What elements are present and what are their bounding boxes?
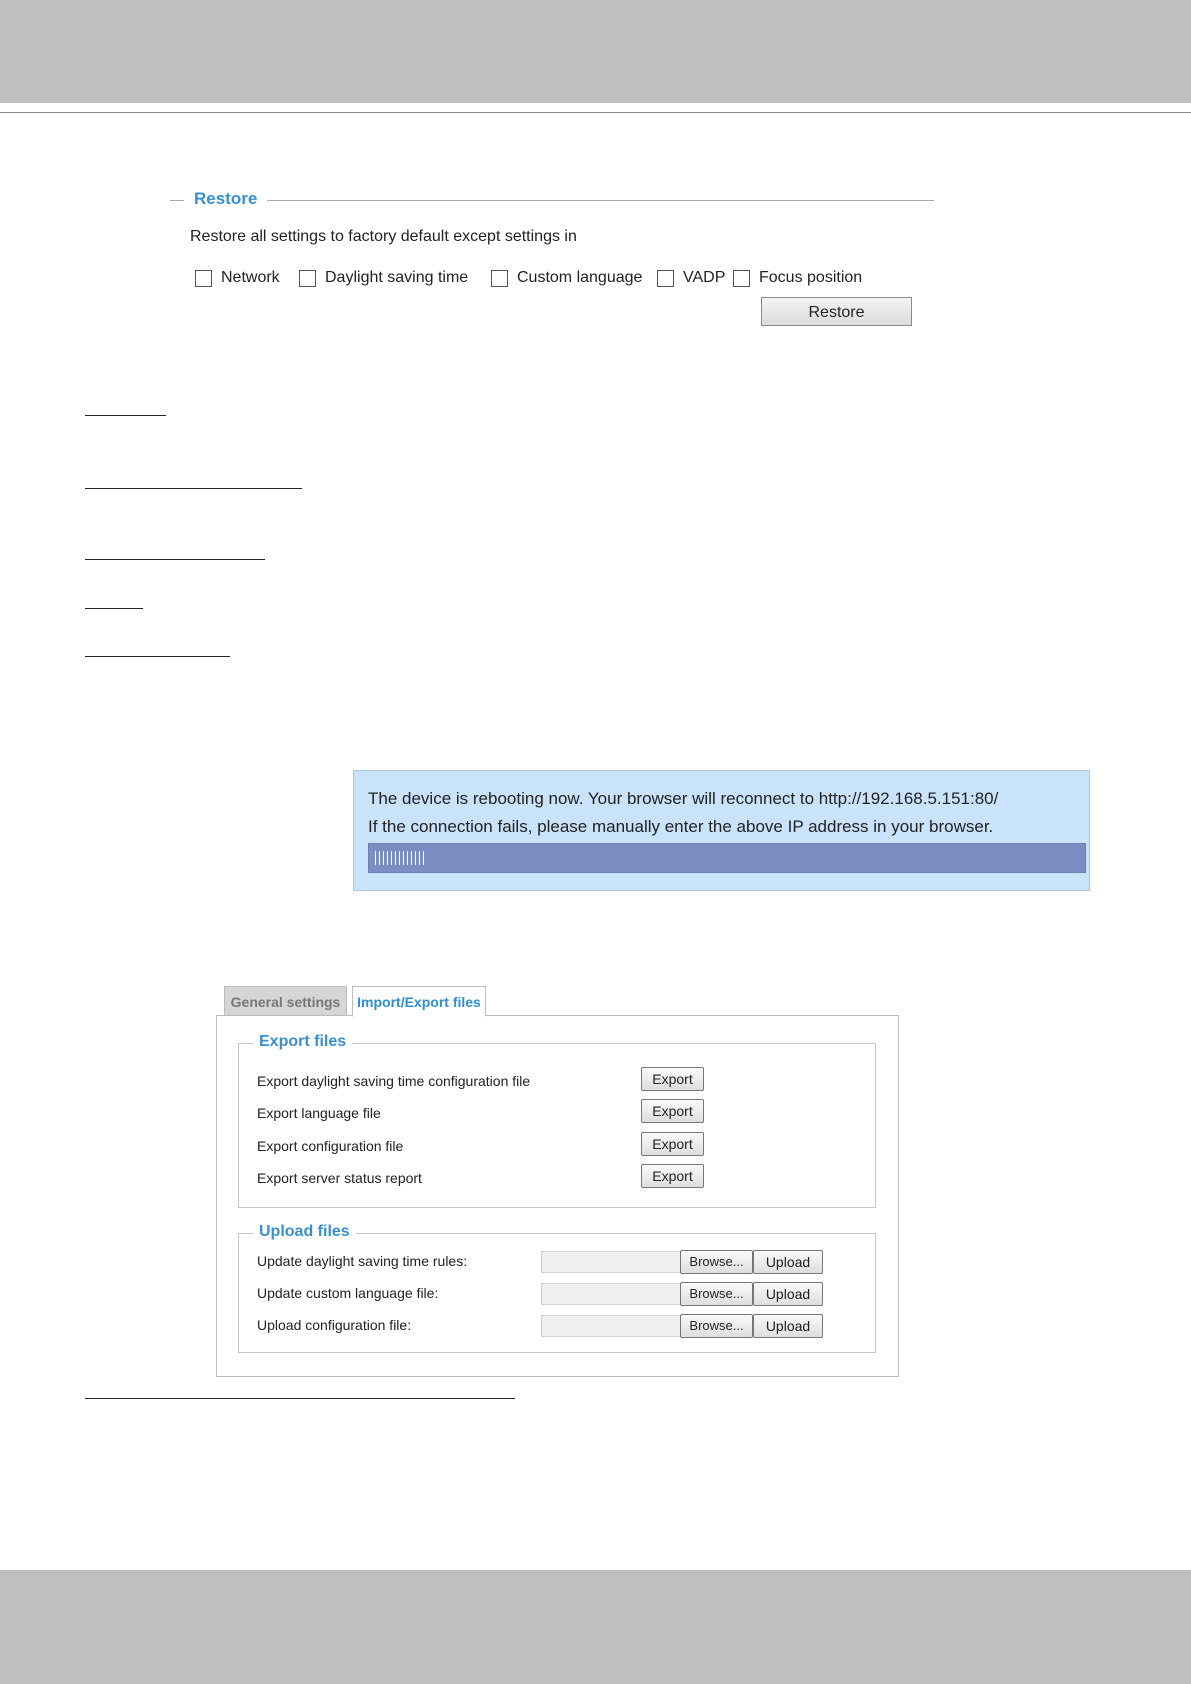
- underline-placeholder: [85, 488, 302, 489]
- reboot-notice: [353, 770, 1090, 891]
- restore-options: [195, 267, 862, 289]
- upload-files-fieldset: [238, 1223, 876, 1353]
- reboot-progress-bar: [368, 843, 1086, 873]
- upload-files-legend: Upload files: [253, 1223, 356, 1241]
- export-row-label: Export language file: [257, 1105, 381, 1121]
- option-label: Network: [221, 269, 280, 286]
- custom-language-file-input[interactable]: [541, 1283, 681, 1305]
- option-network[interactable]: [195, 269, 299, 287]
- option-daylight-saving-time[interactable]: [299, 269, 491, 287]
- export-row-label: Export daylight saving time configuration file: [257, 1073, 531, 1089]
- tab-general-settings[interactable]: General settings: [224, 986, 347, 1016]
- restore-button[interactable]: Restore: [761, 297, 912, 326]
- underline-placeholder: [85, 608, 143, 609]
- legend-rule-left: [170, 200, 184, 201]
- option-vadp[interactable]: [657, 269, 733, 287]
- page-footer-band: [0, 1570, 1191, 1684]
- underline-placeholder: [85, 559, 265, 560]
- option-focus-position[interactable]: [733, 269, 862, 287]
- underline-placeholder: [85, 415, 166, 416]
- progress-fill: [375, 851, 424, 865]
- export-row-label: Export server status report: [257, 1170, 422, 1186]
- checkbox[interactable]: [195, 270, 212, 287]
- restore-description: Restore all settings to factory default except settings in: [190, 228, 577, 245]
- upload-button[interactable]: Upload: [753, 1282, 823, 1306]
- export-language-button[interactable]: Export: [641, 1099, 704, 1123]
- upload-row-label: Update custom language file:: [257, 1285, 439, 1301]
- export-status-report-button[interactable]: Export: [641, 1164, 704, 1188]
- export-configuration-button[interactable]: Export: [641, 1132, 704, 1156]
- export-files-fieldset: [238, 1033, 876, 1208]
- restore-fieldset: [170, 186, 934, 326]
- underline-placeholder: [85, 1398, 515, 1399]
- option-custom-language[interactable]: [491, 269, 657, 287]
- option-label: Custom language: [517, 269, 643, 286]
- reboot-message: The device is rebooting now. Your browser will reconnect to http://192.168.5.151:80/: [368, 789, 999, 808]
- configuration-file-input[interactable]: [541, 1315, 681, 1337]
- upload-row-label: Update daylight saving time rules:: [257, 1253, 468, 1269]
- underline-placeholder: [85, 656, 230, 657]
- page-header-band: [0, 0, 1191, 103]
- browse-button[interactable]: Browse...: [680, 1282, 753, 1306]
- checkbox[interactable]: [299, 270, 316, 287]
- legend-rule-right: [267, 200, 934, 201]
- upload-button[interactable]: Upload: [753, 1314, 823, 1338]
- browse-button[interactable]: Browse...: [680, 1250, 753, 1274]
- option-label: Daylight saving time: [325, 269, 469, 286]
- upload-row-label: Upload configuration file:: [257, 1317, 412, 1333]
- tab-import-export-files[interactable]: Import/Export files: [352, 986, 486, 1017]
- checkbox[interactable]: [491, 270, 508, 287]
- dst-rules-file-input[interactable]: [541, 1251, 681, 1273]
- browse-button[interactable]: Browse...: [680, 1314, 753, 1338]
- option-label: Focus position: [759, 269, 863, 286]
- export-files-legend: Export files: [253, 1033, 352, 1051]
- option-label: VADP: [683, 269, 726, 286]
- upload-button[interactable]: Upload: [753, 1250, 823, 1274]
- reboot-hint: If the connection fails, please manually enter the above IP address in your browser.: [368, 817, 994, 836]
- export-row-label: Export configuration file: [257, 1138, 404, 1154]
- tab-panel: [216, 1015, 899, 1377]
- export-dst-button[interactable]: Export: [641, 1067, 704, 1091]
- restore-legend: Restore: [194, 189, 258, 208]
- header-divider: [0, 112, 1191, 113]
- checkbox[interactable]: [733, 270, 750, 287]
- checkbox[interactable]: [657, 270, 674, 287]
